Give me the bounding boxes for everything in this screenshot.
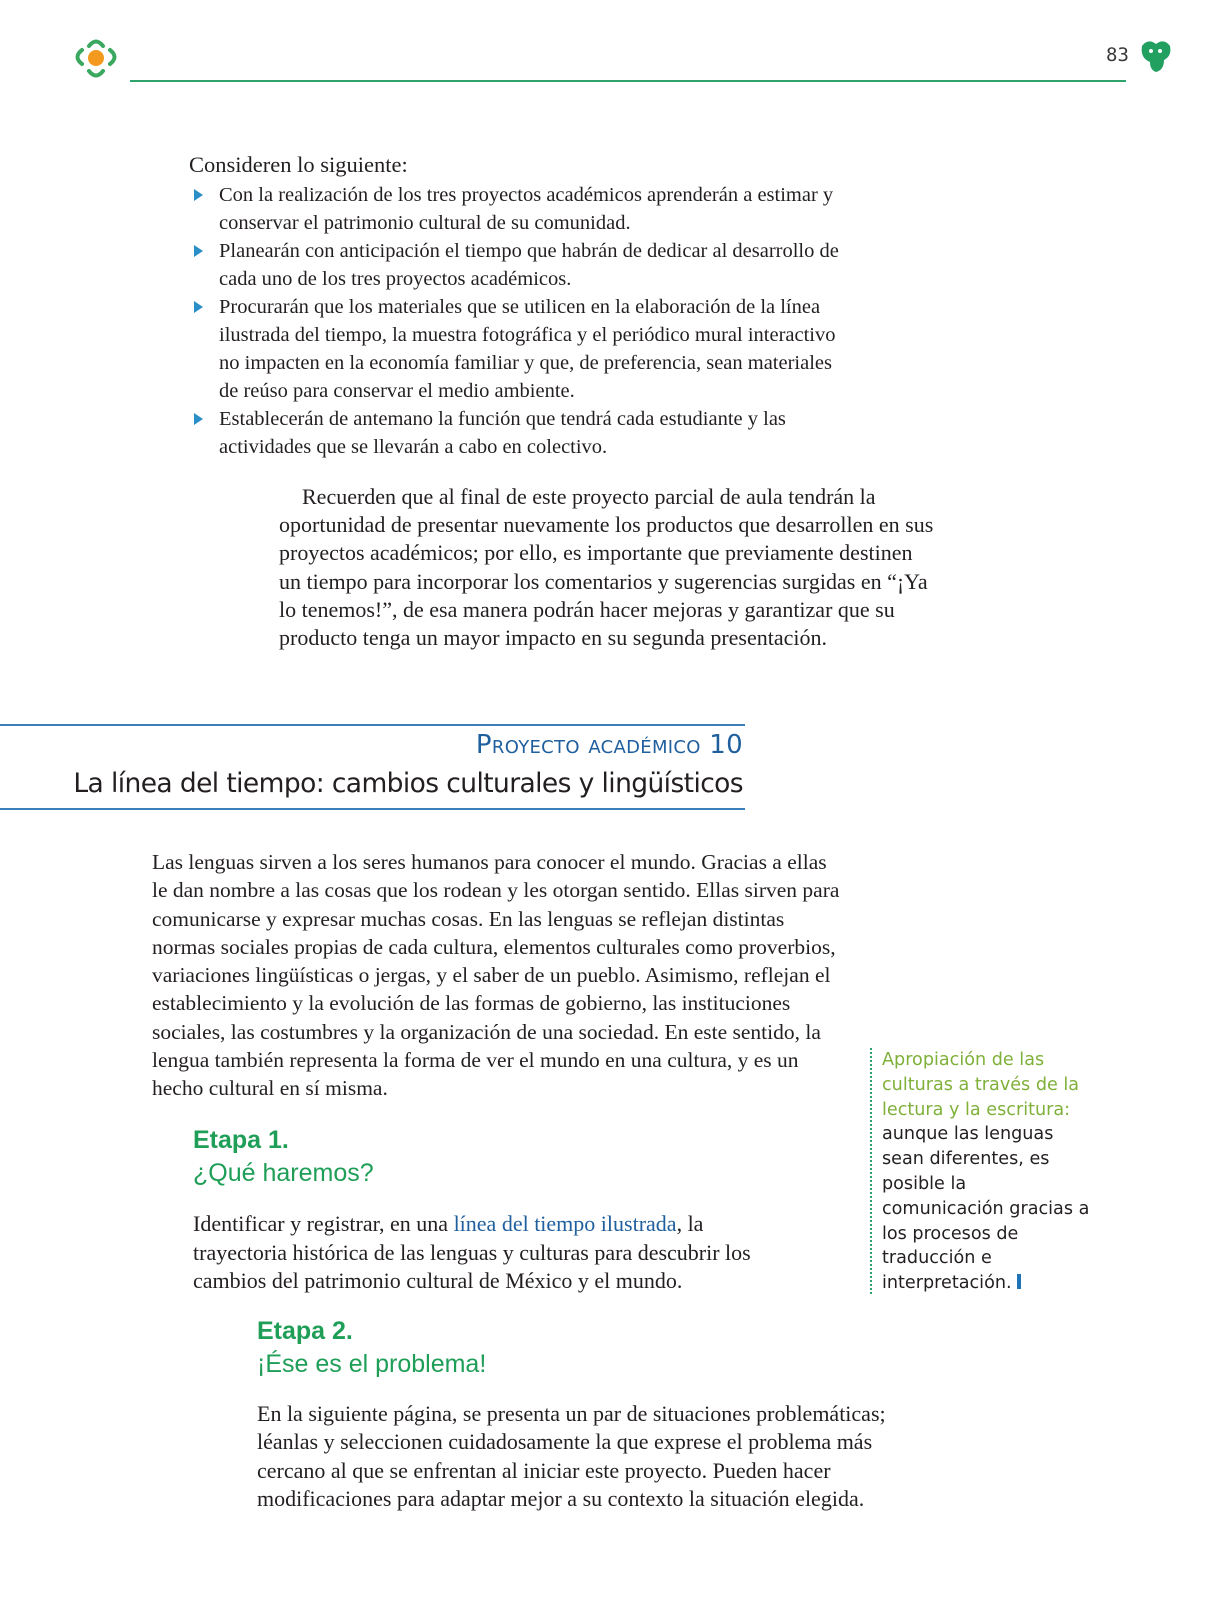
stage-2-heading (257, 1315, 486, 1381)
list-item-text: Con la realización de los tres proyectos académicos aprenderán a estimar y conservar el patrimonio cultural de su comunidad. (219, 184, 834, 234)
bullet-triangle-icon (194, 413, 203, 425)
glossary-sidebar (882, 1048, 1092, 1296)
bullet-triangle-icon (194, 301, 203, 313)
timeline-link[interactable]: línea del tiempo ilustrada (453, 1211, 677, 1236)
list-item-text: Procurarán que los materiales que se utilicen en la elaboración de la línea ilustrada del tiempo, la muestra fotográfica y el periódico mural interactivo no impacten en la economía familiar y que, de preferencia, sean materiales de reúso para conservar el medio ambiente. (219, 296, 836, 402)
page-number: 83 (1106, 44, 1129, 66)
stage-1-text-before: Identificar y registrar, en una (193, 1211, 454, 1236)
list-item-text: Establecerán de antemano la función que tendrá cada estudiante y las actividades que se llevarán a cabo en colectivo. (219, 408, 786, 458)
list-item-text: Planearán con anticipación el tiempo que habrán de dedicar al desarrollo de cada uno de los tres proyectos académicos. (219, 240, 839, 290)
stage-1-paragraph (193, 1210, 763, 1296)
stage-1-heading (193, 1124, 374, 1190)
stage-2-paragraph: En la siguiente página, se presenta un par de situaciones problemáticas; léanlas y seleccionen cuidadosamente la que exprese el problema más cercano al que se enfrentan al iniciar este proyecto. Pueden hacer modificaciones para adaptar mejor a su contexto la situación elegida. (257, 1401, 886, 1511)
list-item (191, 293, 851, 405)
considerations-lead: Consideren lo siguiente: (189, 152, 408, 177)
reminder-paragraph: Recuerden que al final de este proyecto parcial de aula tendrán la oportunidad de presentar nuevamente los productos que desarrollen en sus proyectos académicos; por ello, es importante que previamente destinen un tiempo para incorporar los comentarios y sugerencias surgidas en “¡Ya lo tenemos!”, de esa manera podrán hacer mejoras y garantizar que su producto tenga un mayor impacto en su segunda presentación. (279, 484, 934, 651)
stage-2-label: Etapa 2. (257, 1317, 353, 1345)
stage-1-text-after: , la trayectoria histórica de las lenguas y culturas para descubrir los cambios del patrimonio cultural de México y el mundo. (193, 1211, 751, 1293)
considerations-list (191, 181, 851, 461)
list-item (191, 405, 851, 461)
project-title: La línea del tiempo: cambios culturales y lingüísticos (73, 768, 743, 799)
stage-2-question: ¡Ése es el problema! (257, 1350, 487, 1378)
list-item (191, 181, 851, 237)
series-logo-icon (70, 34, 122, 84)
bullet-triangle-icon (194, 245, 203, 257)
stage-1-label: Etapa 1. (193, 1126, 289, 1154)
glossary-definition: aunque las lenguas sean diferentes, es posible la comunicación gracias a los procesos de traducción e interpretación. (882, 1124, 1090, 1294)
title-rule-top (0, 724, 745, 726)
bullet-triangle-icon (194, 189, 203, 201)
section-corner-icon (1138, 38, 1172, 74)
project-label: Proyecto académico 10 (475, 730, 743, 760)
title-rule-bottom (0, 808, 745, 810)
stage-1-question: ¿Qué haremos? (193, 1159, 374, 1187)
sidebar-dotted-rule (870, 1048, 872, 1294)
glossary-term: Apropiación de las culturas a través de la lectura y la escritura: (882, 1050, 1080, 1120)
header-rule (130, 80, 1126, 82)
list-item (191, 237, 851, 293)
project-intro-paragraph: Las lenguas sirven a los seres humanos para conocer el mundo. Gracias a ellas le dan nombre a las cosas que los rodean y les otorgan sentido. Ellas sirven para comunicarse y expresar muchas cosas. En las lenguas se reflejan distintas normas sociales propias de cada cultura, elementos culturales como proverbios, variaciones lingüísticas o jergas, y el saber de un pueblo. Asimismo, reflejan el establecimiento y la evolución de las formas de gobierno, las instituciones sociales, las costumbres y la organización de una sociedad. En este sentido, la lengua también representa la forma de ver el mundo en una cultura, y es un hecho cultural en sí misma. (152, 850, 840, 1101)
end-mark-icon (1017, 1274, 1021, 1289)
